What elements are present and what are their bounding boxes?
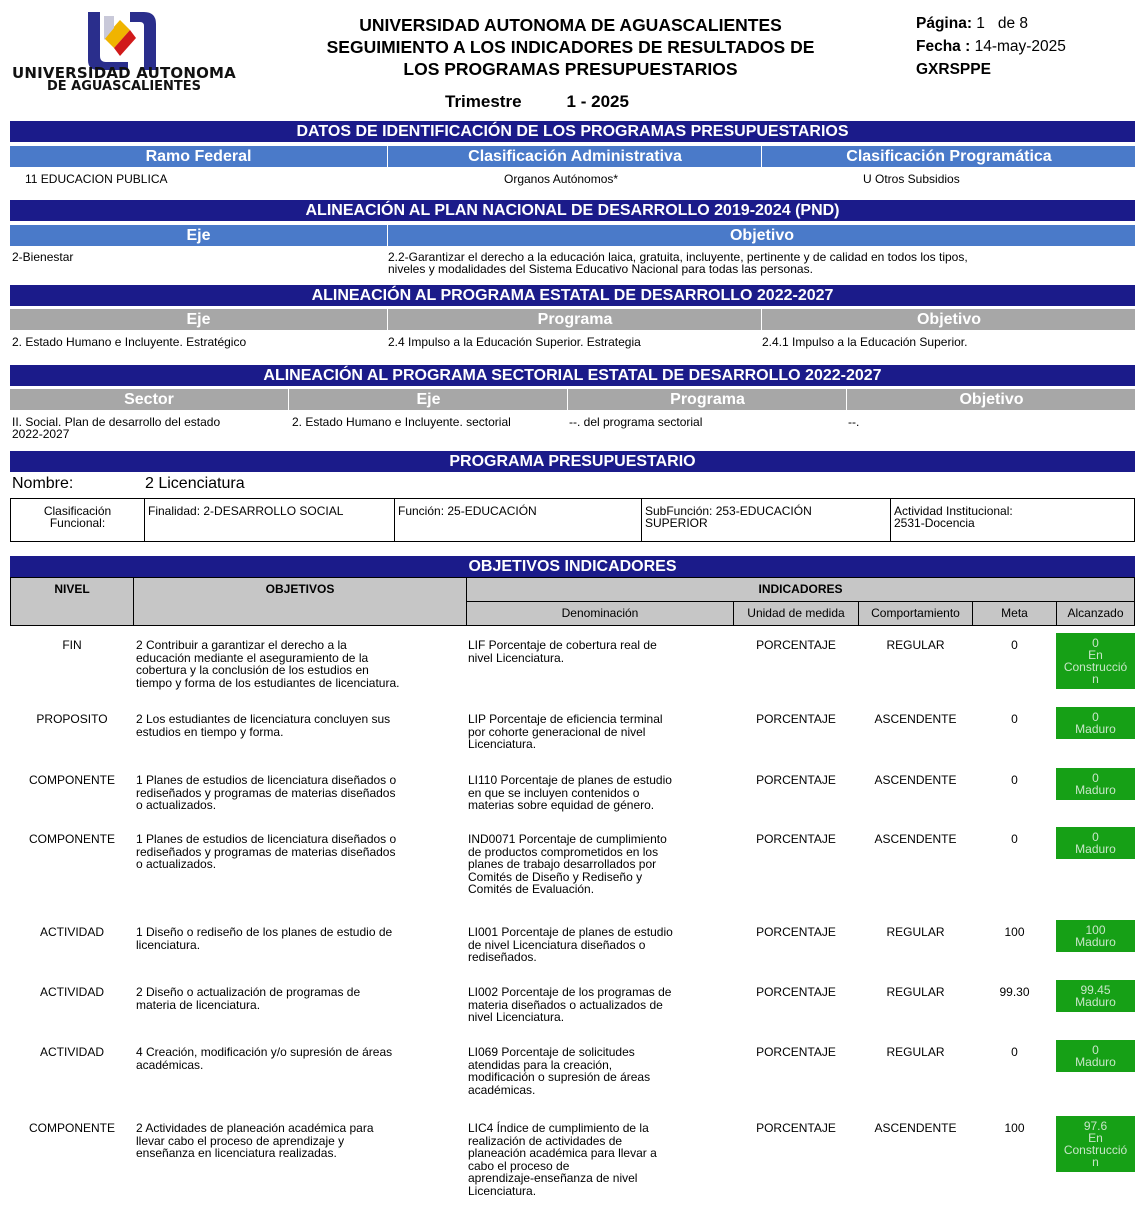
- nivel-value: COMPONENTE: [28, 832, 115, 846]
- objetivo-line: educación mediante el aseguramiento de la: [136, 650, 369, 665]
- indicador-line: Licenciatura.: [468, 737, 537, 751]
- indicador-line: materias sobre equidad de género.: [468, 798, 655, 812]
- alcanzado-badge: [1056, 1040, 1135, 1072]
- indicador-line: LIF Porcentaje de cobertura real de: [468, 638, 657, 652]
- nivel-value: COMPONENTE: [28, 773, 115, 787]
- comportamiento-value: REGULAR: [886, 985, 945, 999]
- objetivo-line: cobertura y la conclusión de los estudios en: [136, 663, 369, 677]
- pnd-objetivo-header: Objetivo: [387, 225, 1135, 246]
- finalidad: Finalidad: 2-DESARROLLO SOCIAL: [145, 499, 395, 541]
- ped-programa-header: Programa: [387, 309, 762, 330]
- comportamiento-value: ASCENDENTE: [874, 1121, 957, 1135]
- nivel-value: ACTIVIDAD: [39, 985, 104, 999]
- indicador-line: cabo el proceso de: [468, 1158, 570, 1173]
- indicador-line: LI110 Porcentaje de planes de estudio: [468, 773, 672, 787]
- clasif-prog-header: Clasificación Programática: [761, 146, 1135, 167]
- objetivo-line: rediseñados y programas de materias diseñados: [136, 844, 396, 859]
- meta-value: 0: [1011, 773, 1018, 787]
- alcanzado-value: 97.6: [1083, 1119, 1108, 1133]
- nivel-value: COMPONENTE: [28, 1121, 115, 1135]
- indicador-line: materia diseñados o actualizados de: [468, 997, 663, 1012]
- indicador-line: en que se incluyen contenidos o: [468, 785, 640, 800]
- objetivo-line: 2 Contribuir a garantizar el derecho a la: [136, 638, 347, 652]
- pnd-objetivo-line-2: niveles y modalidades del Sistema Educativo Nacional para todas las personas.: [388, 262, 813, 276]
- indicador-line: atendidas para la creación,: [468, 1057, 613, 1072]
- unidad-value: PORCENTAJE: [756, 773, 836, 787]
- indicador-text: [468, 986, 733, 1024]
- university-logo: [84, 8, 160, 70]
- objetivo-line: 2 Diseño o actualización de programas de: [136, 985, 361, 999]
- funcion: Función: 25-EDUCACIÓN: [395, 499, 642, 541]
- objetivo-line: 1 Planes de estudios de licenciatura diseñados o: [136, 832, 397, 846]
- indicador-text: [468, 713, 733, 751]
- clasif-label-line-2: Funcional:: [49, 516, 106, 530]
- indicador-line: Comités de Evaluación.: [468, 882, 595, 896]
- sectorial-headers: [10, 389, 1135, 410]
- indicador-line: LI069 Porcentaje de solicitudes: [468, 1045, 635, 1059]
- indicador-text: [468, 833, 733, 896]
- estado-line: Maduro: [1075, 935, 1116, 949]
- ped-programa-value: 2.4 Impulso a la Educación Superior. Estrategia: [388, 335, 641, 349]
- indicador-line: académicas.: [468, 1082, 536, 1097]
- estado-line: n: [1092, 1155, 1099, 1169]
- subfuncion: [642, 499, 891, 541]
- estado-line: Maduro: [1075, 1055, 1116, 1069]
- clasif-admin-value: Organos Autónomos*: [504, 172, 619, 186]
- alcanzado-value: 0: [1092, 636, 1099, 650]
- alcanzado-badge: [1056, 633, 1135, 689]
- meta-value: 0: [1011, 1045, 1018, 1059]
- indicador-line: modificación o supresión de áreas: [468, 1070, 651, 1084]
- fecha-value: 14-may-2025: [974, 38, 1066, 55]
- comportamiento-value: REGULAR: [886, 638, 945, 652]
- comportamiento-value: ASCENDENTE: [874, 773, 957, 787]
- meta-value: 0: [1011, 832, 1018, 846]
- pagina-label: Página:: [916, 15, 972, 32]
- sectorial-objetivo-value: --.: [848, 415, 860, 429]
- logo-line-1: UNIVERSIDAD AUTONOMA: [12, 64, 236, 82]
- alcanzado-value: 99.45: [1080, 983, 1111, 997]
- objetivo-text: [136, 1046, 466, 1071]
- ped-objetivo-header: Objetivo: [761, 309, 1135, 330]
- unidad-value: PORCENTAJE: [756, 638, 836, 652]
- indicador-line: LI001 Porcentaje de planes de estudio: [468, 925, 673, 939]
- objetivos-title: OBJETIVOS INDICADORES: [10, 556, 1135, 577]
- ped-title: ALINEACIÓN AL PROGRAMA ESTATAL DE DESARROLLO 2022-2027: [10, 285, 1135, 306]
- estado-line: Construcció: [1063, 660, 1128, 674]
- comportamiento-value: ASCENDENTE: [874, 712, 957, 726]
- title-line-3: LOS PROGRAMAS PRESUPUESTARIOS: [403, 59, 738, 79]
- pnd-headers: [10, 225, 1135, 246]
- objetivos-header: OBJETIVOS: [133, 577, 467, 626]
- estado-line: n: [1092, 672, 1099, 686]
- unidad-value: PORCENTAJE: [756, 832, 836, 846]
- alcanzado-badge: [1056, 827, 1135, 859]
- sectorial-objetivo-header: Objetivo: [846, 389, 1135, 410]
- comportamiento-value: REGULAR: [886, 925, 945, 939]
- alcanzado-value: 0: [1092, 710, 1099, 724]
- indicador-line: LI002 Porcentaje de los programas de: [468, 985, 672, 999]
- estado-line: Construcció: [1063, 1143, 1128, 1157]
- report-title: [248, 14, 893, 80]
- sectorial-programa-value: --. del programa sectorial: [569, 415, 703, 429]
- meta-value: 100: [1004, 925, 1025, 939]
- nivel-value: ACTIVIDAD: [39, 1045, 104, 1059]
- pnd-title: ALINEACIÓN AL PLAN NACIONAL DE DESARROLLO 2019-2024 (PND): [10, 200, 1135, 221]
- objetivo-line: 2 Los estudiantes de licenciatura concluyen sus: [136, 712, 391, 726]
- meta-value: 0: [1011, 712, 1018, 726]
- meta-value: 100: [1004, 1121, 1025, 1135]
- meta-value: 99.30: [999, 985, 1030, 999]
- ped-objetivo-value: 2.4.1 Impulso a la Educación Superior.: [762, 335, 968, 349]
- pagina-value: 1 de 8: [976, 15, 1029, 32]
- indicador-line: realización de actividades de: [468, 1133, 623, 1148]
- indicador-text: [468, 639, 733, 664]
- nombre-label: Nombre:: [12, 475, 74, 492]
- indicador-line: rediseñados.: [468, 950, 537, 964]
- clasif-admin-header: Clasificación Administrativa: [387, 146, 762, 167]
- title-line-2: SEGUIMIENTO A LOS INDICADORES DE RESULTADOS DE: [326, 37, 815, 57]
- identificacion-title: DATOS DE IDENTIFICACIÓN DE LOS PROGRAMAS PRESUPUESTARIOS: [10, 121, 1135, 142]
- pnd-eje-value: 2-Bienestar: [12, 250, 74, 264]
- pnd-eje-header: Eje: [186, 226, 211, 244]
- indicador-line: IND0071 Porcentaje de cumplimiento: [468, 832, 667, 846]
- report-code: GXRSPPE: [916, 61, 991, 78]
- actividad-line-1: Actividad Institucional:: [894, 504, 1013, 518]
- estado-line: En: [1088, 1131, 1103, 1145]
- actividad-institucional: [891, 499, 1135, 541]
- page-meta: [916, 12, 1066, 81]
- indicador-line: por cohorte generacional de nivel: [468, 724, 646, 739]
- sectorial-title: ALINEACIÓN AL PROGRAMA SECTORIAL ESTATAL DE DESARROLLO 2022-2027: [10, 365, 1135, 386]
- sectorial-sector-line-1: II. Social. Plan de desarrollo del estado: [12, 415, 221, 429]
- trimestre-value: 1 - 2025: [566, 92, 629, 111]
- subfuncion-line-1: SubFunción: 253-EDUCACIÓN: [645, 504, 812, 518]
- ramo-value: 11 EDUCACION PUBLICA: [25, 172, 168, 186]
- sectorial-sector-header: Sector: [124, 390, 174, 408]
- sectorial-eje-value: 2. Estado Humano e Incluyente. sectorial: [292, 415, 511, 429]
- pnd-objetivo-line-1: 2.2-Garantizar el derecho a la educación laica, gratuita, incluyente, pertinente y de calidad en todos los tipos,: [388, 250, 968, 264]
- objetivo-text: [136, 926, 466, 951]
- unidad-header: Unidad de medida: [733, 601, 859, 626]
- objetivo-line: licenciatura.: [136, 937, 201, 952]
- objetivo-line: académicas.: [136, 1057, 204, 1072]
- denominacion-header: Denominación: [466, 601, 734, 626]
- estado-line: Maduro: [1075, 842, 1116, 856]
- objetivo-line: o actualizados.: [136, 857, 217, 871]
- indicador-line: aprendizaje-enseñanza de nivel: [468, 1171, 638, 1185]
- indicador-text: [468, 1122, 733, 1197]
- objetivo-text: [136, 986, 466, 1011]
- unidad-value: PORCENTAJE: [756, 985, 836, 999]
- objetivo-line: llevar cabo el proceso de aprendizaje y: [136, 1133, 345, 1148]
- nivel-value: PROPOSITO: [36, 712, 108, 726]
- subfuncion-line-2: SUPERIOR: [645, 516, 708, 530]
- indicador-line: Licenciatura.: [468, 1183, 537, 1198]
- estado-line: Maduro: [1075, 995, 1116, 1009]
- comportamiento-value: ASCENDENTE: [874, 832, 957, 846]
- objetivo-line: rediseñados y programas de materias diseñados: [136, 785, 396, 800]
- clasif-prog-value: U Otros Subsidios: [863, 172, 960, 186]
- fecha-label: Fecha :: [916, 38, 971, 55]
- trimestre: [445, 92, 629, 112]
- objetivo-text: [136, 713, 466, 738]
- clasif-label-line-1: Clasificación: [43, 504, 112, 518]
- nivel-value: FIN: [62, 638, 82, 652]
- trimestre-label: Trimestre: [445, 92, 522, 111]
- ramo-header: Ramo Federal: [145, 147, 252, 165]
- objetivo-line: materia de licenciatura.: [136, 997, 261, 1012]
- indicador-text: [468, 926, 733, 964]
- objetivo-line: 1 Diseño o rediseño de los planes de estudio de: [136, 925, 393, 939]
- unidad-value: PORCENTAJE: [756, 1045, 836, 1059]
- logo-line-2: DE AGUASCALIENTES: [46, 79, 202, 94]
- objetivo-text: [136, 639, 466, 689]
- sectorial-programa-header: Programa: [567, 389, 847, 410]
- sectorial-eje-header: Eje: [288, 389, 568, 410]
- indicador-text: [468, 1046, 733, 1096]
- ped-eje-header: Eje: [186, 310, 211, 328]
- alcanzado-header: Alcanzado: [1056, 601, 1135, 626]
- objetivo-line: tiempo y forma de los estudiantes de licenciatura.: [136, 675, 400, 690]
- unidad-value: PORCENTAJE: [756, 1121, 836, 1135]
- actividad-line-2: 2531-Docencia: [894, 516, 975, 530]
- ped-eje-value: 2. Estado Humano e Incluyente. Estratégico: [12, 335, 247, 349]
- indicador-line: LIC4 Índice de cumplimiento de la: [468, 1121, 649, 1135]
- alcanzado-badge: [1056, 980, 1135, 1012]
- indicador-line: planeación académica para llevar a: [468, 1146, 657, 1160]
- comportamiento-value: REGULAR: [886, 1045, 945, 1059]
- indicador-text: [468, 774, 733, 812]
- indicador-line: nivel Licenciatura.: [468, 650, 565, 665]
- nombre-value: 2 Licenciatura: [145, 475, 245, 492]
- programa-title: PROGRAMA PRESUPUESTARIO: [10, 451, 1135, 472]
- objetivo-line: 4 Creación, modificación y/o supresión de áreas: [136, 1045, 393, 1059]
- ped-headers: [10, 309, 1135, 330]
- estado-line: Maduro: [1075, 722, 1116, 736]
- indicador-line: nivel Licenciatura.: [468, 1010, 565, 1024]
- alcanzado-badge: [1056, 920, 1135, 952]
- meta-header: Meta: [972, 601, 1057, 626]
- objetivo-line: estudios en tiempo y forma.: [136, 724, 284, 739]
- indicador-line: planes de trabajo desarrollados por: [468, 857, 657, 871]
- title-line-1: UNIVERSIDAD AUTONOMA DE AGUASCALIENTES: [359, 15, 782, 35]
- objetivo-text: [136, 1122, 466, 1160]
- alcanzado-badge: [1056, 1116, 1135, 1172]
- indicador-line: LIP Porcentaje de eficiencia terminal: [468, 712, 663, 726]
- alcanzado-badge: [1056, 707, 1135, 739]
- indicador-line: Comités de Diseño y Rediseño y: [468, 869, 643, 884]
- alcanzado-value: 0: [1092, 830, 1099, 844]
- nivel-value: ACTIVIDAD: [39, 925, 104, 939]
- objetivo-line: enseñanza en licenciatura realizadas.: [136, 1146, 337, 1160]
- objetivo-text: [136, 833, 466, 871]
- sectorial-sector-line-2: 2022-2027: [12, 427, 70, 441]
- alcanzado-value: 100: [1085, 923, 1106, 937]
- objetivo-line: 1 Planes de estudios de licenciatura diseñados o: [136, 773, 397, 787]
- nivel-header: NIVEL: [10, 577, 134, 626]
- unidad-value: PORCENTAJE: [756, 712, 836, 726]
- objetivo-line: o actualizados.: [136, 798, 217, 812]
- objetivo-line: 2 Actividades de planeación académica para: [136, 1121, 374, 1135]
- identificacion-headers: [10, 146, 1135, 167]
- indicador-line: de productos comprometidos en los: [468, 844, 659, 859]
- meta-value: 0: [1011, 638, 1018, 652]
- unidad-value: PORCENTAJE: [756, 925, 836, 939]
- objetivo-text: [136, 774, 466, 812]
- university-logo-text: [10, 66, 238, 94]
- alcanzado-value: 0: [1092, 771, 1099, 785]
- alcanzado-badge: [1056, 768, 1135, 800]
- comportamiento-header: Comportamiento: [858, 601, 973, 626]
- indicador-line: de nivel Licenciatura diseñados o: [468, 937, 646, 952]
- estado-line: Maduro: [1075, 783, 1116, 797]
- indicadores-header: INDICADORES: [466, 577, 1135, 602]
- estado-line: En: [1088, 648, 1103, 662]
- alcanzado-value: 0: [1092, 1043, 1099, 1057]
- clasif-funcional-label: [11, 499, 145, 541]
- clasificacion-funcional-row: [10, 498, 1135, 542]
